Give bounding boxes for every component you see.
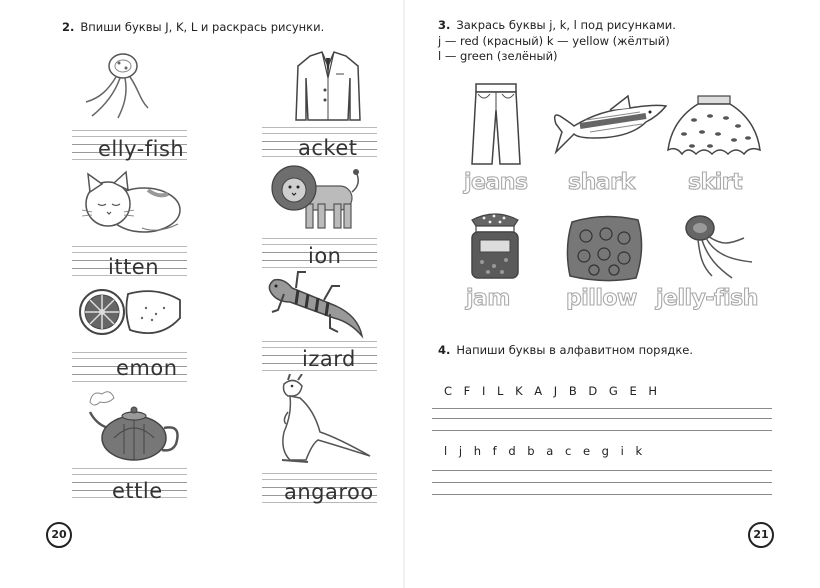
kitten-icon <box>78 168 188 238</box>
letter-sequence-lowercase: l j h f d b a c e g i k <box>444 444 647 458</box>
task-3-title <box>438 18 676 32</box>
book-spine <box>403 0 405 588</box>
task-2-number: 2. <box>62 20 75 34</box>
jam-jar-icon <box>462 210 528 282</box>
word-lion: ion <box>308 244 342 268</box>
task-4-instruction: Напиши буквы в алфавитном порядке. <box>456 343 694 357</box>
answer-line[interactable] <box>432 408 772 409</box>
task-4-number: 4. <box>438 343 451 357</box>
word-lizard: izard <box>302 347 356 371</box>
task-3-instruction: Закрась буквы j, k, l под рисунками. <box>456 18 676 32</box>
word-jam[interactable]: jam <box>466 286 510 311</box>
word-lemon: emon <box>116 356 178 380</box>
word-kangaroo: angaroo <box>284 480 374 504</box>
task-2-instruction: Впиши буквы J, K, L и раскрась рисунки. <box>80 20 325 34</box>
task-4-title <box>438 343 693 357</box>
jeans-icon <box>464 80 528 168</box>
letter-sequence-uppercase: C F I L K A J B D G E H <box>444 384 662 398</box>
shark-icon <box>550 94 670 158</box>
word-shark[interactable]: shark <box>568 170 635 195</box>
page-number-right: 21 <box>748 522 774 548</box>
answer-line[interactable] <box>432 494 772 495</box>
pillow-icon <box>562 212 646 284</box>
word-jelly-fish: elly-fish <box>98 137 185 161</box>
word-kettle: ettle <box>112 479 163 503</box>
word-jacket: acket <box>298 136 358 160</box>
task-2-title <box>62 20 324 34</box>
word-jeans[interactable]: jeans <box>464 170 528 195</box>
word-jelly-fish[interactable]: jelly-fish <box>656 286 758 311</box>
task-3-colors-line: j — red (красный) k — yellow (жёлтый) <box>438 34 670 48</box>
word-kitten: itten <box>108 255 160 279</box>
answer-line[interactable] <box>432 482 772 483</box>
jellyfish-icon <box>78 50 158 122</box>
word-skirt[interactable]: skirt <box>688 170 743 195</box>
skirt-icon <box>664 94 764 158</box>
word-pillow[interactable]: pillow <box>566 286 637 311</box>
lemon-icon <box>76 284 186 344</box>
right-page <box>410 0 820 588</box>
task-3-number: 3. <box>438 18 451 32</box>
kangaroo-icon <box>262 374 374 470</box>
jacket-icon <box>288 48 368 124</box>
kettle-icon <box>84 388 188 466</box>
task-3-colors-line: l — green (зелёный) <box>438 49 558 63</box>
left-page <box>0 0 400 588</box>
lizard-icon <box>262 270 372 342</box>
page-number-left: 20 <box>46 522 72 548</box>
lion-icon <box>266 164 366 236</box>
answer-line[interactable] <box>432 430 772 431</box>
answer-line[interactable] <box>432 470 772 471</box>
answer-line[interactable] <box>432 418 772 419</box>
jellyfish-icon <box>678 210 758 282</box>
